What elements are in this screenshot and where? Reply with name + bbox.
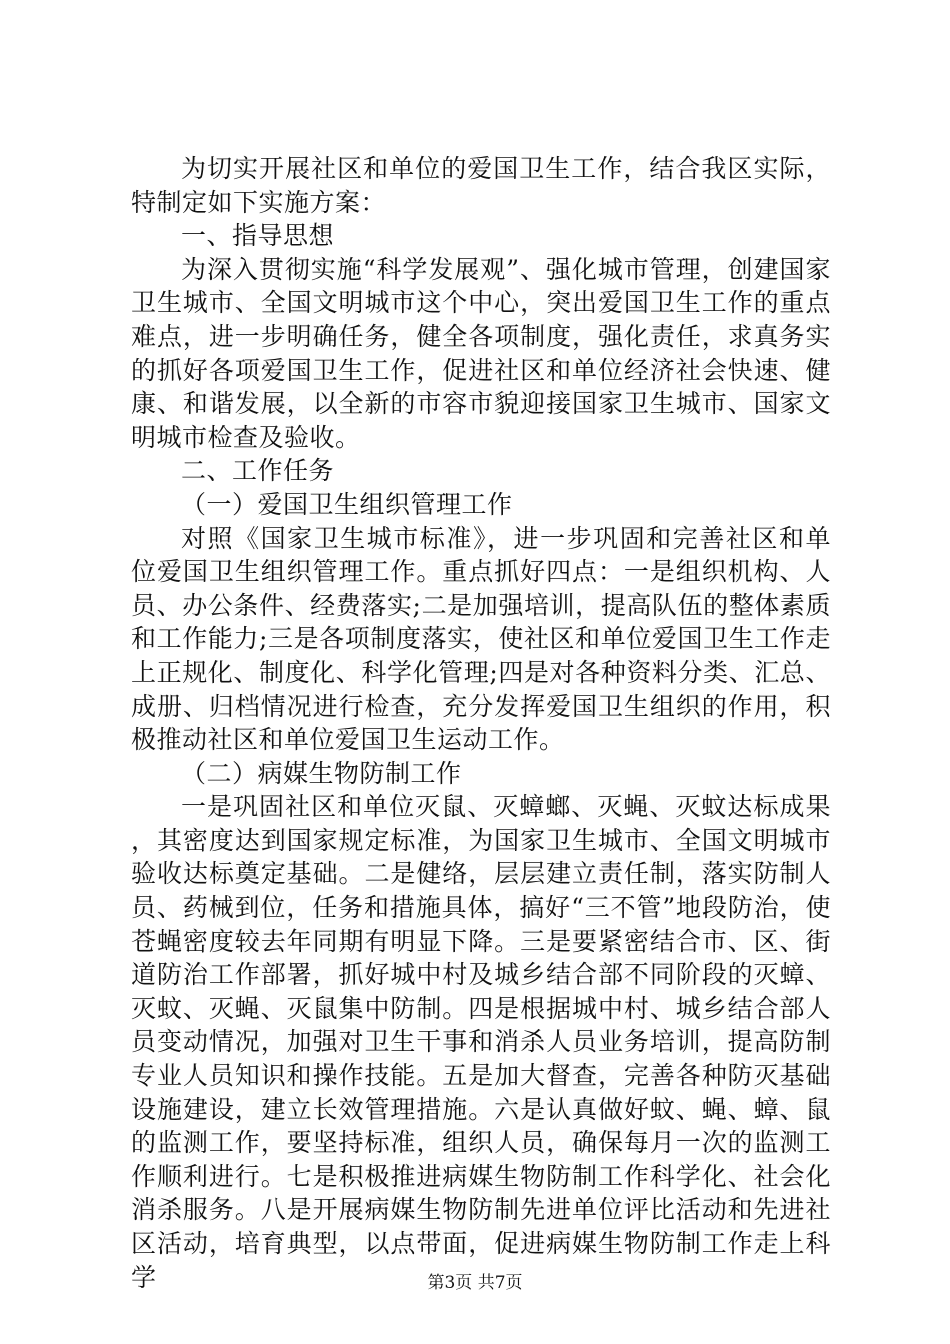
- section-heading-work-tasks: 二、工作任务: [181, 456, 335, 486]
- document-body: [131, 152, 831, 1294]
- page-number-footer: 第3页 共7页: [427, 1273, 523, 1293]
- organization-management-paragraph: 对照《国家卫生城市标准》，进一步巩固和完善社区和单位爱国卫生组织管理工作。重点抓好四点：一是组织机构、人员、办公条件、经费落实;二是加强培训，提高队伍的整体素质和工作能力;三是各项制度落实，使社区和单位爱国卫生工作走上正规化、制度化、科学化管理;四是对各种资料分类、汇总、成册、归档情况进行检查，充分发挥爱国卫生组织的作用，积极推动社区和单位爱国卫生运动工作。: [131, 523, 831, 755]
- subsection-heading-vector-control: （二）病媒生物防制工作: [181, 758, 462, 788]
- section-heading-guiding-ideology: 一、指导思想: [181, 221, 335, 251]
- subsection-heading-organization-management: （一）爱国卫生组织管理工作: [181, 489, 513, 519]
- guiding-ideology-paragraph: 为深入贯彻实施“科学发展观”、强化城市管理，创建国家卫生城市、全国文明城市这个中心，突出爱国卫生工作的重点难点，进一步明确任务，健全各项制度，强化责任，求真务实的抓好各项爱国卫生工作，促进社区和单位经济社会快速、健康、和谐发展，以全新的市容市貌迎接国家卫生城市、国家文明城市检查及验收。: [131, 254, 831, 452]
- intro-paragraph: 为切实开展社区和单位的爱国卫生工作，结合我区实际，特制定如下实施方案：: [131, 154, 831, 217]
- vector-control-paragraph: 一是巩固社区和单位灭鼠、灭蟑螂、灭蝇、灭蚊达标成果，其密度达到国家规定标准，为国家卫生城市、全国文明城市验收达标奠定基础。二是健络，层层建立责任制，落实防制人员、药械到位，任务和措施具体，搞好“三不管”地段防治，使苍蝇密度较去年同期有明显下降。三是要紧密结合市、区、街道防治工作部署，抓好城中村及城乡结合部不同阶段的灭蟑、灭蚊、灭蝇、灭鼠集中防制。四是根据城中村、城乡结合部人员变动情况，加强对卫生干事和消杀人员业务培训，提高防制专业人员知识和操作技能。五是加大督查，完善各种防灭基础设施建设，建立长效管理措施。六是认真做好蚊、蝇、蟑、鼠的监测工作，要坚持标准，组织人员，确保每月一次的监测工作顺利进行。七是积极推进病媒生物防制工作科学化、社会化消杀服务。八是开展病媒生物防制先进单位评比活动和先进社区活动，培育典型，以点带面，促进病媒生物防制工作走上科学: [131, 792, 831, 1292]
